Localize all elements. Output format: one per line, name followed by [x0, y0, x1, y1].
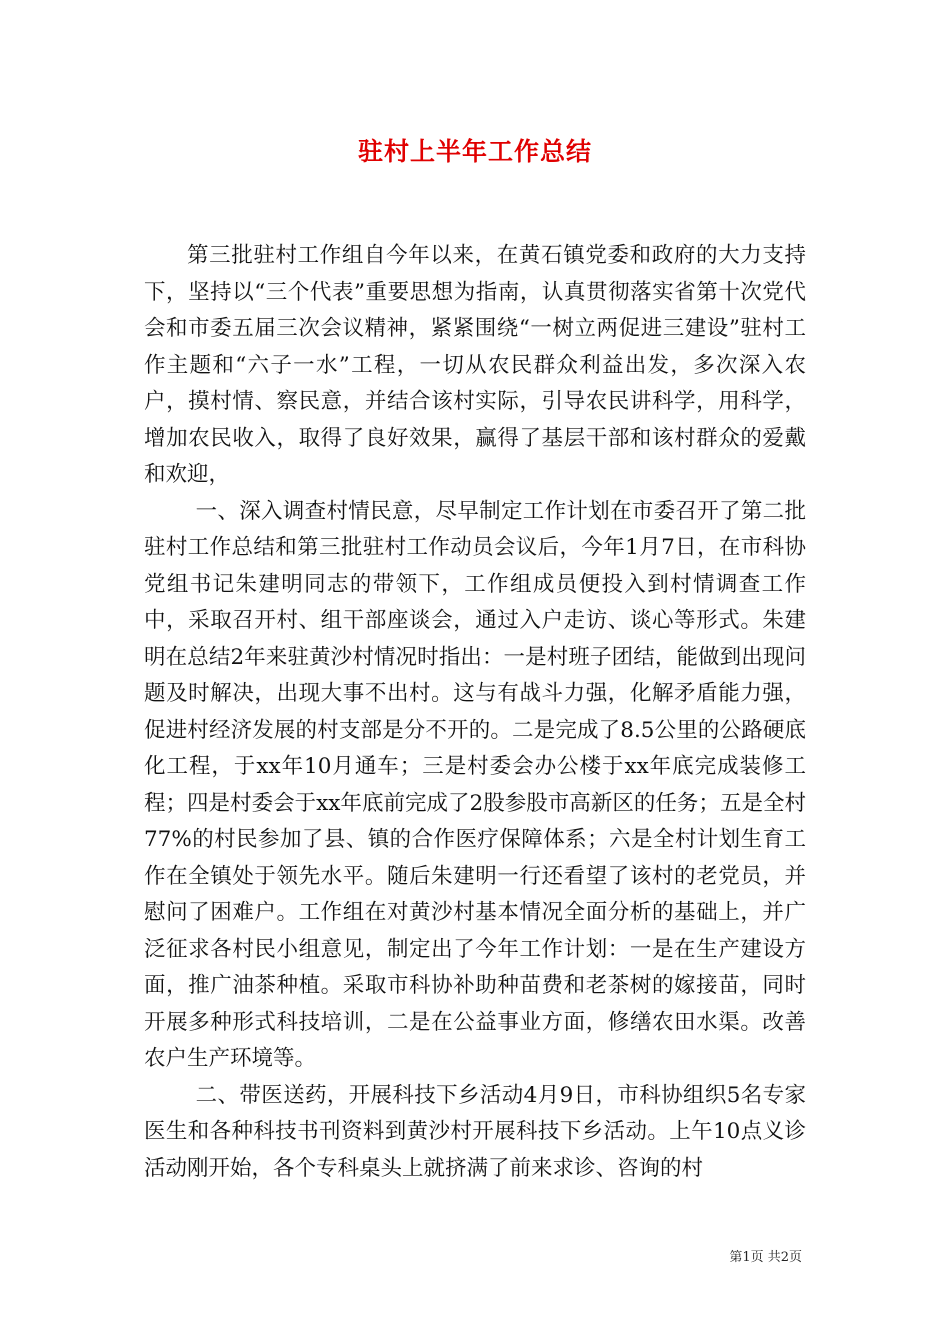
paragraph-intro: 第三批驻村工作组自今年以来，在黄石镇党委和政府的大力支持下，坚持以“三个代表”重要思想为指南，认真贯彻落实省第十次党代会和市委五届三次会议精神，紧紧围绕“一树立两促进三建设”驻村工作主题和“六子一水”工程，一切从农民群众利益出发，多次深入农户，摸村情、察民意，并结合该村实际，引导农民讲科学，用科学，增加农民收入，取得了良好效果，赢得了基层干部和该村群众的爱戴和欢迎，: [144, 243, 806, 487]
paragraph-section-one: 一、深入调查村情民意，尽早制定工作计划在市委召开了第二批驻村工作总结和第三批驻村工作动员会议后，今年1月7日，在市科协党组书记朱建明同志的带领下，工作组成员便投入到村情调查工作中，采取召开村、组干部座谈会，通过入户走访、谈心等形式。朱建明在总结2年来驻黄沙村情况时指出：一是村班子团结，能做到出现问题及时解决，出现大事不出村。这与有战斗力强，化解矛盾能力强，促进村经济发展的村支部是分不开的。二是完成了8.5公里的公路硬底化工程，于xx年10月通车；三是村委会办公楼于xx年底完成装修工程；四是村委会于xx年底前完成了2股参股市高新区的任务；五是全村77%的村民参加了县、镇的合作医疗保障体系；六是全村计划生育工作在全镇处于领先水平。随后朱建明一行还看望了该村的老党员，并慰问了困难户。工作组在对黄沙村基本情况全面分析的基础上，并广泛征求各村民小组意见，制定出了今年工作计划：一是在生产建设方面，推广油茶种植。采取市科协补助种苗费和老茶树的嫁接苗，同时开展多种形式科技培训，二是在公益事业方面，修缮农田水渠。改善农户生产环境等。: [144, 498, 806, 1071]
document-title: 驻村上半年工作总结: [357, 137, 592, 166]
page-number: 第1页 共2页: [729, 1250, 802, 1265]
paragraph-section-two: 二、带医送药，开展科技下乡活动4月9日，市科协组织5名专家医生和各种科技书刊资料到黄沙村开展科技下乡活动。上午10点义诊活动刚开始，各个专科桌头上就挤满了前来求诊、咨询的村: [144, 1082, 806, 1181]
document-body: [144, 238, 806, 1187]
